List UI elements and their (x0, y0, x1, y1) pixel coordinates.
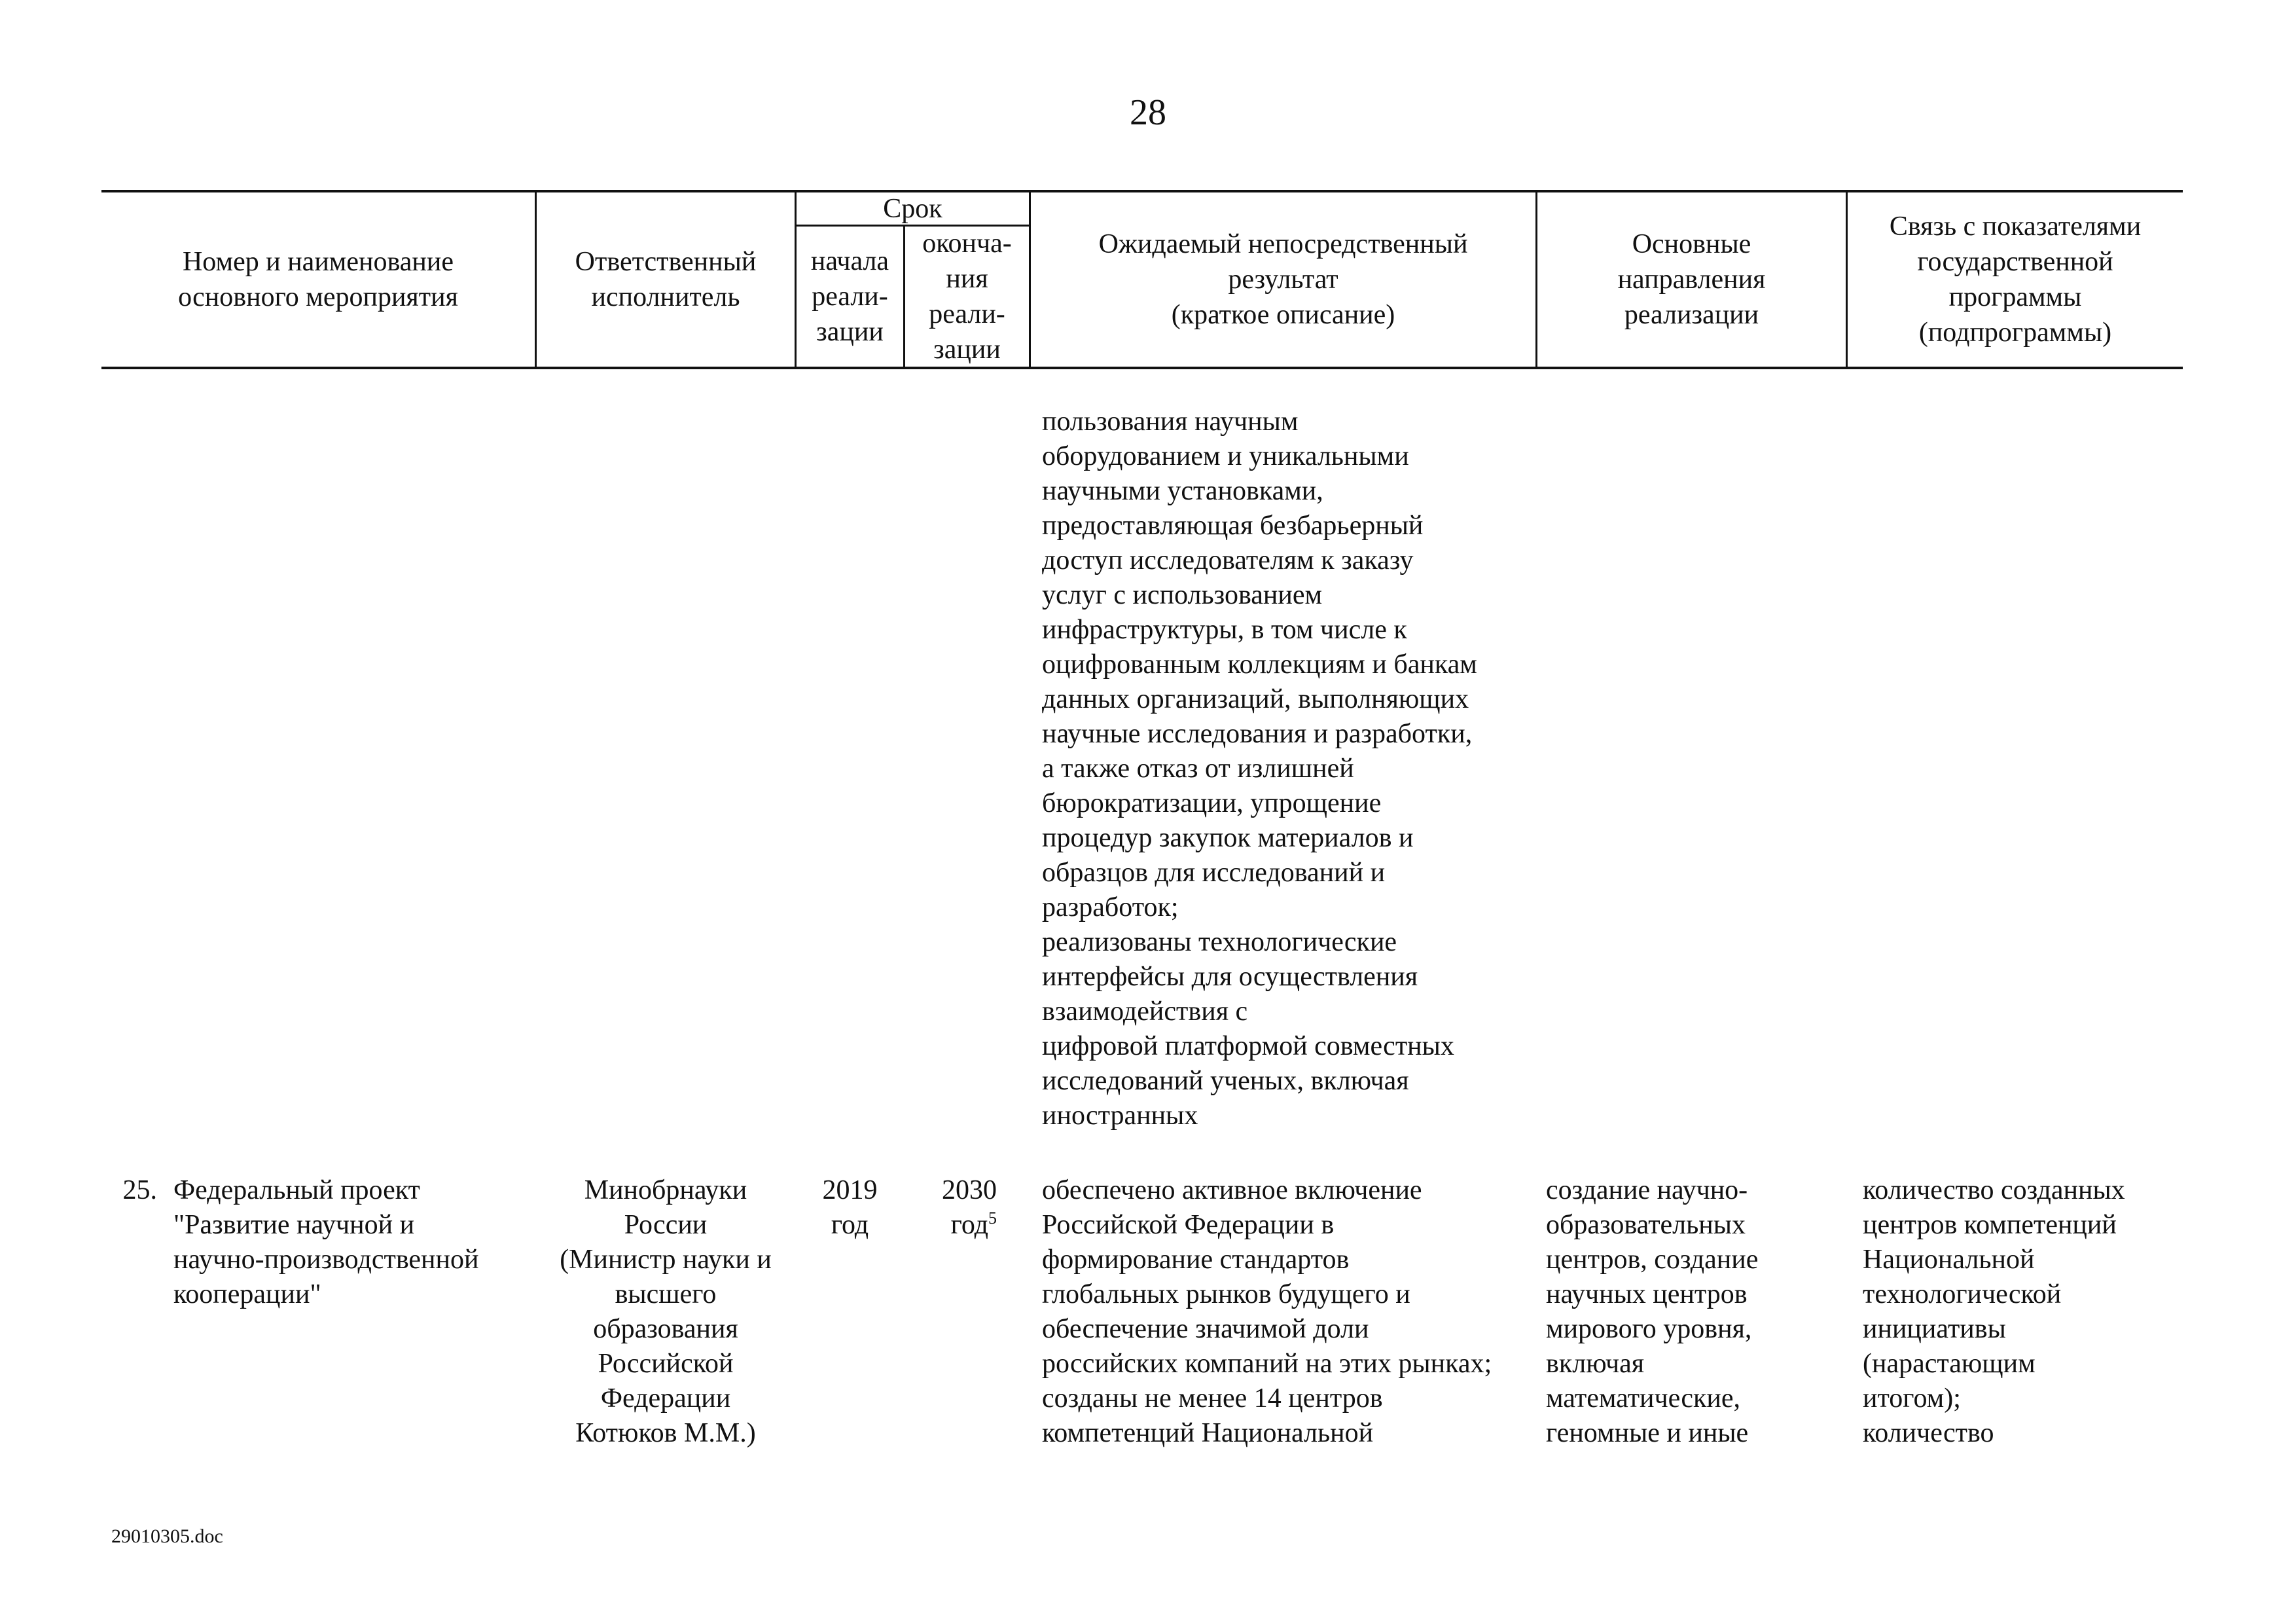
row-end-unit: год (950, 1210, 988, 1240)
result-continuation: пользования научным оборудованием и уникальными научными установками, предоставляющая безбарьерный доступ исследователям к заказу услуг с использованием инфраструктуры, в том числе к оцифрованным коллекциям и банкам данных организаций, выполняющих научные исследования и разработки, а также отказ от излишней бюрократизации, упрощение процедур закупок материалов и образцов для исследований и разработок; реализованы технологические интерфейсы для осуществления взаимодействия с цифровой платформой совместных исследований ученых, включая иностранных (1042, 407, 1477, 1131)
row-number: 25. (122, 1175, 157, 1205)
header-start: начала реали- зации (810, 246, 889, 347)
header-name: Номер и наименование основного мероприятия (178, 247, 458, 312)
row-name: Федеральный проект "Развитие научной и научно-производственной кооперации" (173, 1175, 479, 1309)
row-link: количество созданных центров компетенций Национальной технологической инициативы (нарастающим итогом); количество (1863, 1175, 2125, 1448)
row-end (905, 1173, 997, 1243)
header-directions: Основные направления реализации (1617, 229, 1766, 330)
header-link: Связь с показателями государственной программы (подпрограммы) (1889, 211, 2142, 348)
header-term: Срок (883, 193, 942, 224)
row-end-year: 2030 (942, 1175, 997, 1205)
footer-code: 29010305.doc (111, 1525, 223, 1547)
row-result: обеспечено активное включение Российской Федерации в формирование стандартов глобальных рынков будущего и обеспечение значимой доли российских компаний на этих рынках; созданы не менее 14 центров компетенций Национальной (1042, 1175, 1492, 1448)
header-executor: Ответственный исполнитель (575, 247, 757, 312)
row-start: 2019 год (822, 1175, 878, 1240)
row-directions: создание научно- образовательных центров, создание научных центров мирового уровня, включая математические, геномные и иные (1546, 1175, 1759, 1448)
header-result: Ожидаемый непосредственный результат (краткое описание) (1098, 229, 1468, 330)
footnote-marker: 5 (988, 1209, 997, 1228)
row-executor: Минобрнауки России (Министр науки и высшего образования Российской Федерации Котюков М.М.) (560, 1175, 772, 1448)
page-number: 28 (1130, 92, 1166, 133)
header-end: оконча- ния реали- зации (922, 228, 1012, 365)
table-header-bottom-rule (101, 367, 2183, 369)
